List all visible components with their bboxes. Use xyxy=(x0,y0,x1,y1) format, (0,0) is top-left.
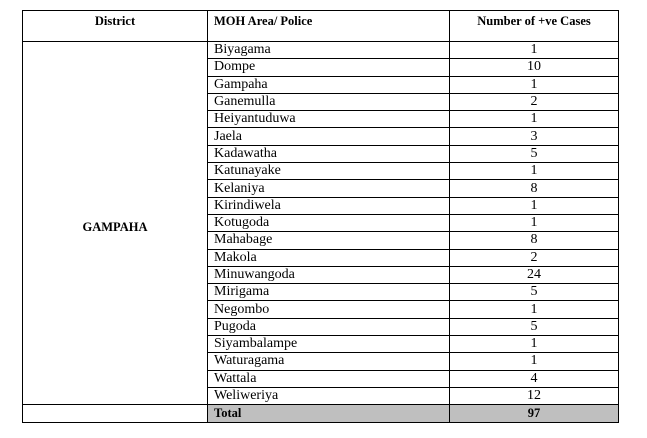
case-count-cell: 1 xyxy=(450,197,619,214)
case-count-cell: 1 xyxy=(450,76,619,93)
moh-area-cell: Siyambalampe xyxy=(208,336,450,353)
header-row xyxy=(23,11,619,42)
case-count-cell: 1 xyxy=(450,163,619,180)
case-count-cell: 1 xyxy=(450,42,619,59)
moh-area-cell: Negombo xyxy=(208,301,450,318)
moh-area-cell: Kadawatha xyxy=(208,145,450,162)
moh-area-cell: Mahabage xyxy=(208,232,450,249)
moh-area-cell: Pugoda xyxy=(208,318,450,335)
total-row xyxy=(23,405,619,422)
case-count-cell: 5 xyxy=(450,284,619,301)
moh-area-cell: Kelaniya xyxy=(208,180,450,197)
case-count-cell: 2 xyxy=(450,93,619,110)
moh-area-cell: Kirindiwela xyxy=(208,197,450,214)
case-count-cell: 1 xyxy=(450,214,619,231)
table-row xyxy=(23,42,619,59)
moh-area-cell: Dompe xyxy=(208,59,450,76)
moh-area-cell: Minuwangoda xyxy=(208,266,450,283)
moh-area-cell: Heiyantuduwa xyxy=(208,111,450,128)
moh-area-cell: Wattala xyxy=(208,370,450,387)
moh-area-cell: Biyagama xyxy=(208,42,450,59)
moh-area-cell: Ganemulla xyxy=(208,93,450,110)
moh-area-cell: Katunayake xyxy=(208,163,450,180)
case-count-cell: 1 xyxy=(450,301,619,318)
case-count-cell: 5 xyxy=(450,145,619,162)
district-cell: GAMPAHA xyxy=(23,42,208,405)
total-count: 97 xyxy=(450,405,619,422)
case-count-cell: 1 xyxy=(450,111,619,128)
case-count-cell: 24 xyxy=(450,266,619,283)
header-district: District xyxy=(23,11,208,42)
case-count-cell: 5 xyxy=(450,318,619,335)
case-count-cell: 3 xyxy=(450,128,619,145)
total-blank-cell xyxy=(23,405,208,422)
case-count-cell: 1 xyxy=(450,353,619,370)
total-label: Total xyxy=(208,405,450,422)
case-count-cell: 2 xyxy=(450,249,619,266)
moh-area-cell: Kotugoda xyxy=(208,214,450,231)
case-count-cell: 12 xyxy=(450,387,619,404)
moh-area-cell: Makola xyxy=(208,249,450,266)
case-count-cell: 8 xyxy=(450,232,619,249)
case-count-cell: 4 xyxy=(450,370,619,387)
cases-table xyxy=(22,10,619,423)
case-count-cell: 10 xyxy=(450,59,619,76)
moh-area-cell: Waturagama xyxy=(208,353,450,370)
case-count-cell: 1 xyxy=(450,336,619,353)
moh-area-cell: Mirigama xyxy=(208,284,450,301)
table-body xyxy=(23,42,619,423)
moh-area-cell: Weliweriya xyxy=(208,387,450,404)
moh-area-cell: Jaela xyxy=(208,128,450,145)
header-cases: Number of +ve Cases xyxy=(450,11,619,42)
header-moh-area: MOH Area/ Police xyxy=(208,11,450,42)
moh-area-cell: Gampaha xyxy=(208,76,450,93)
case-count-cell: 8 xyxy=(450,180,619,197)
